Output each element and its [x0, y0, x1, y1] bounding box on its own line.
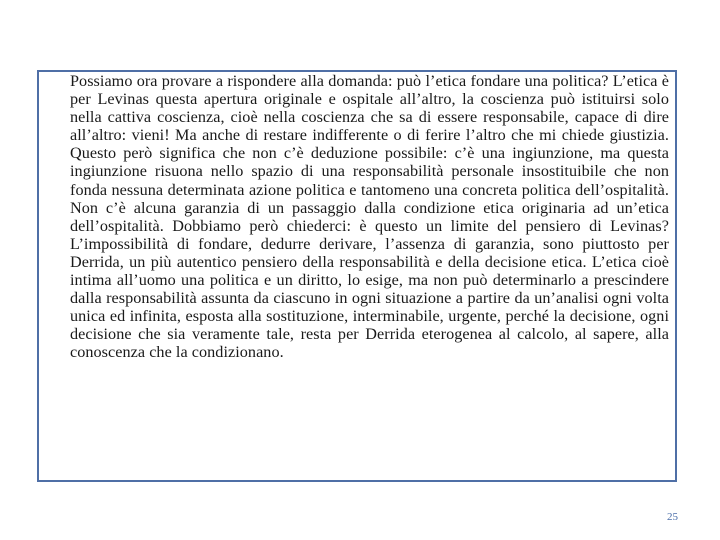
text-box [37, 70, 677, 482]
page-number: 25 [667, 511, 678, 523]
body-paragraph: Possiamo ora provare a rispondere alla domanda: può l’etica fondare una politica? L’etica è per Levinas questa apertura originale e ospitale all’altro, la coscienza può istituirsi solo nella cattiva coscienza, cioè nella coscienza che sa di essere responsabile, capace di dire all’altro: vieni! Ma anche di restare indifferente o di ferire l’altro che mi chiede giustizia. Questo però significa che non c’è deduzione possibile: c’è una ingiunzione, ma questa ingiunzione risuona nello spazio di una responsabilità personale insostituibile che non fonda nessuna determinata azione politica e tantomeno una concreta politica dell’ospitalità. Non c’è alcuna garanzia di un passaggio dalla condizione etica originaria ad un’etica dell’ospitalità. Dobbiamo però chiederci: è questo un limite del pensiero di Levinas? L’impossibilità di fondare, dedurre derivare, l’assenza di garanzia, sono piuttosto per Derrida, un più autentico pensiero della responsabilità e della decisione etica. L’etica cioè intima all’uomo una politica e un diritto, lo esige, ma non può determinarlo a prescindere dalla responsabilità assunta da ciascuno in ogni situazione a partire da un’analisi ogni volta unica ed infinita, esposta alla sostituzione, interminabile, urgente, perché la decisione, ogni decisione che sia veramente tale, resta per Derrida eterogenea al calcolo, al sapere, alla conoscenza che la condizionano. [70, 72, 669, 362]
